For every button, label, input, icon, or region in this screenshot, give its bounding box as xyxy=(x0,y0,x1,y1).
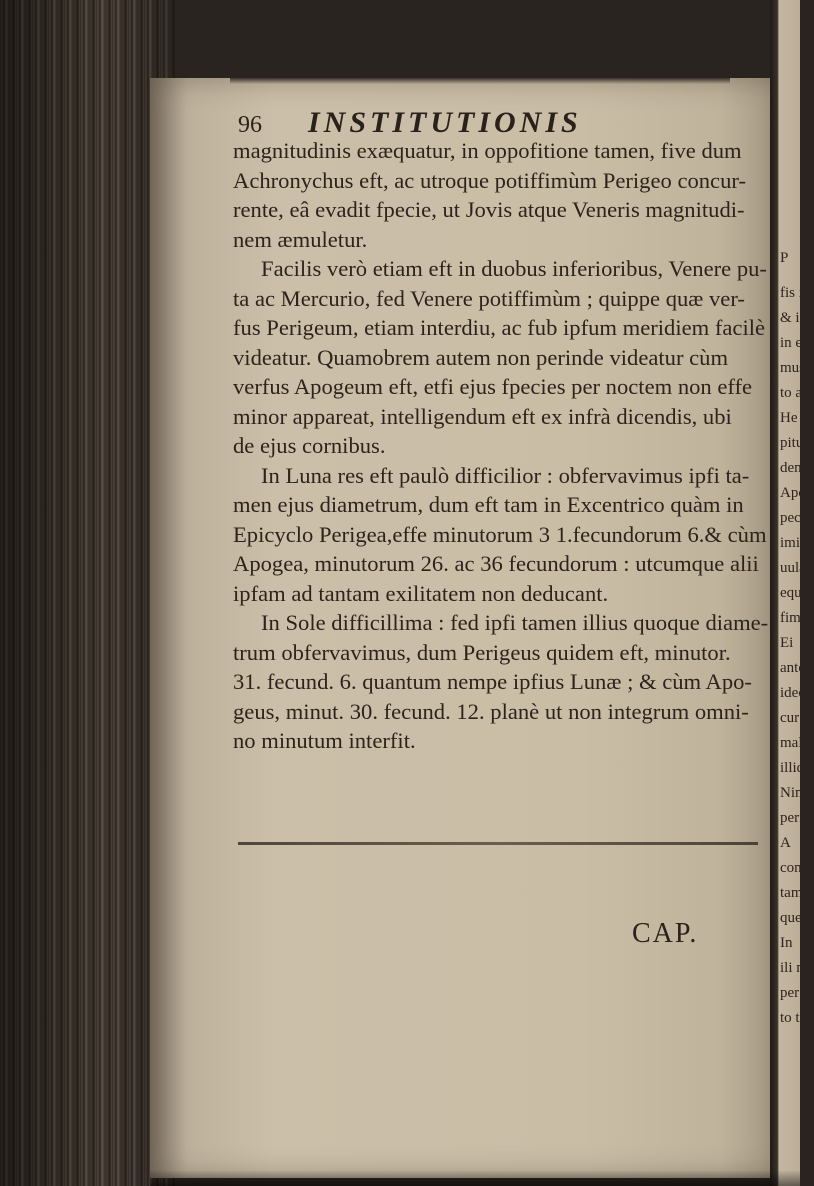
next-page-fragment: to te xyxy=(780,1010,807,1026)
next-page-fragment: P xyxy=(780,250,789,266)
text-line: geus, minut. 30. fecund. 12. planè ut non integrum omni- xyxy=(233,698,749,724)
next-page-fragment: dens xyxy=(780,460,808,476)
text-line: ipfam ad tantam exilitatem non deducant. xyxy=(233,580,609,606)
bottom-shadow xyxy=(150,1170,800,1186)
next-page-fragment: fime xyxy=(780,610,808,626)
text-line: verfus Apogeum eft, etfi ejus fpecies per noctem non effe xyxy=(233,374,753,399)
next-page-fragment: to al xyxy=(780,385,807,401)
text-line: de ejus cornibus. xyxy=(233,433,386,458)
next-page-fragment: fis in xyxy=(780,285,811,301)
next-page-fragment: ili n xyxy=(780,960,804,976)
next-page-fragment: uula xyxy=(780,560,806,576)
next-page-fragment: peri xyxy=(780,810,804,826)
next-page-fragment: in eo xyxy=(780,335,810,351)
text-line: videatur. Quamobrem autem non perinde videatur cùm xyxy=(233,344,729,370)
text-line: magnitudinis exæquatur, in oppofitione tamen, five dum xyxy=(233,138,742,163)
next-page-fragment: que e xyxy=(780,910,813,926)
text-line: trum obfervavimus, dum Perigeus quidem eft, minutor. xyxy=(233,639,731,665)
running-head: INSTITUTIONIS xyxy=(308,106,582,139)
text-line: Apogea, minutorum 26. ac 36 fecundorum : utcumque alii xyxy=(233,551,759,576)
text-line: men ejus diametrum, dum eft tam in Excentrico quàm in xyxy=(233,492,744,517)
next-page-fragment: Apo xyxy=(780,485,806,501)
next-page-fragment: ante xyxy=(780,660,805,676)
book-page xyxy=(150,78,770,1178)
next-page-fragment: mus i xyxy=(780,360,813,376)
next-page-fragment: mal xyxy=(780,735,803,751)
book-binding-edge xyxy=(0,0,175,1186)
page-top-shadow xyxy=(230,78,730,84)
catchword: CAP. xyxy=(632,918,699,949)
next-page-fragment: imi xyxy=(780,535,801,551)
next-page-fragment: He xyxy=(780,410,798,426)
text-line: Epicyclo Perigea,effe minutorum 3 1.fecundorum 6.& cùm xyxy=(233,521,767,547)
next-page-fragment: per xyxy=(780,985,800,1001)
body-text xyxy=(233,136,768,756)
next-page-fragment: tam xyxy=(780,885,803,901)
text-line: fus Perigeum, etiam interdiu, ac fub ipfum meridiem facilè xyxy=(233,315,766,340)
paragraph-start-line: Facilis verò etiam eft in duobus inferioribus, Venere pu- xyxy=(261,256,767,281)
next-page-fragment: illiq xyxy=(780,760,805,776)
next-page-fragment: In xyxy=(780,935,793,951)
horizontal-rule xyxy=(238,842,758,845)
next-page-fragment: Ei xyxy=(780,635,794,651)
next-page-fragment: Nim xyxy=(780,785,807,801)
text-line: no minutum interfit. xyxy=(233,728,416,753)
page-number: 96 xyxy=(238,112,262,138)
next-page-fragment: pece xyxy=(780,510,808,526)
paragraph-start-line: In Sole difficillima : fed ipfi tamen illius quoque diame- xyxy=(261,610,769,635)
next-page-fragment: A xyxy=(780,835,791,851)
next-page-fragment: equa xyxy=(780,585,809,601)
next-page-fragment: conf xyxy=(780,860,807,876)
text-line: ta ac Mercurio, fed Venere potiffimùm ; quippe quæ ver- xyxy=(233,285,745,311)
next-page-edge xyxy=(770,0,814,1186)
text-line: nem æmuletur. xyxy=(233,226,368,252)
text-line: minor appareat, intelligendum eft ex infrà dicendis, ubi xyxy=(233,403,732,429)
text-line: Achronychus eft, ac utroque potiffimùm Perigeo concur- xyxy=(233,167,746,193)
next-page-fragment: pitud xyxy=(780,435,811,451)
next-page-fragment: & inc xyxy=(780,310,814,326)
next-page-fragment: cur e xyxy=(780,710,810,726)
text-line: rente, eâ evadit fpecie, ut Jovis atque Veneris magnitudi- xyxy=(233,197,745,222)
paragraph-start-line: In Luna res eft paulò difficilior : obfervavimus ipfi ta- xyxy=(261,462,750,488)
text-line: 31. fecund. 6. quantum nempe ipfius Lunæ ; & cùm Apo- xyxy=(233,669,752,694)
next-page-fragment: ideò xyxy=(780,685,806,701)
